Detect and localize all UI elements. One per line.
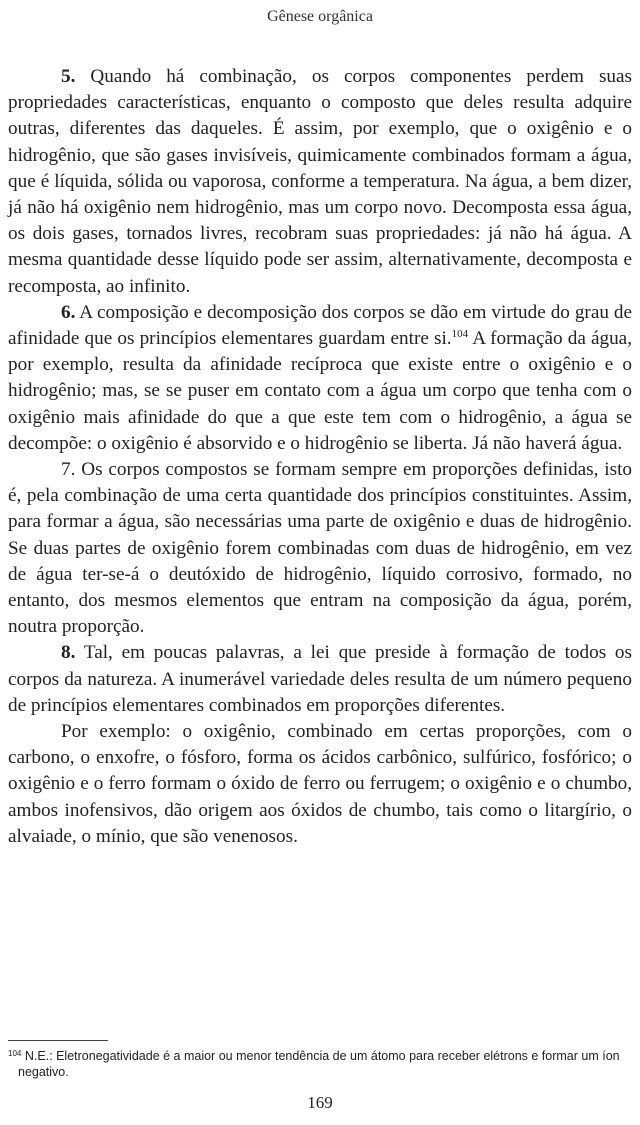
paragraph-text: Quando há combinação, os corpos componentes perdem suas propriedades características, enquanto o composto que deles resulta adquire outras, diferentes das daqueles. É assim, por exemplo, que o oxigênio e o hidrogênio, que são gases invisíveis, quimicamente combinados formam a água, que é líquida, sólida ou vaporosa, conforme a temperatura. Na água, a bem dizer, já não há oxigênio nem hidrogênio, mas um corpo novo. Decomposta essa água, os dois gases, tornados livres, recobram suas propriedades: já não há água. A mesma quantidade desse líquido pode ser assim, alternativamente, decomposta e recomposta, ao infinito. xyxy=(8,66,632,297)
footnote-divider xyxy=(8,1040,108,1041)
page-number: 169 xyxy=(307,1093,333,1112)
paragraph-number: 5. xyxy=(61,66,76,87)
footnote xyxy=(8,1048,632,1080)
paragraph-6 xyxy=(8,300,632,457)
running-head: Gênese orgânica xyxy=(267,8,373,25)
paragraph-text: Os corpos compostos se formam sempre em proporções definidas, isto é, pela combinação de uma certa quantidade dos princípios constituintes. Assim, para formar a água, são necessárias uma parte de oxigênio e duas de hidrogênio. Se duas partes de oxigênio forem combinadas com duas de hidrogênio, em vez de água ter-se-á o deutóxido de hidrogênio, líquido corrosivo, formado, no entanto, dos mesmos elementos que entram na composição da água, porém, noutra proporção. xyxy=(8,459,633,638)
body-text xyxy=(8,64,632,850)
footnote-marker: 104 xyxy=(8,1049,22,1058)
footnote-reference[interactable]: 104 xyxy=(451,328,469,341)
paragraph-number: 6. xyxy=(61,301,76,323)
paragraph-number: 7. xyxy=(61,459,76,481)
paragraph-text: Por exemplo: o oxigênio, combinado em certas proporções, com o carbono, o enxofre, o fósforo, forma os ácidos carbônico, sulfúrico, fosfórico; o oxigênio e o ferro formam o óxido de ferro ou ferrugem; o oxigênio e o chumbo, ambos inofensivos, dão origem aos óxidos de chumbo, tais como o litargírio, o alvaiade, o mínio, que são venenosos. xyxy=(8,721,632,847)
paragraph-example xyxy=(8,719,632,850)
paragraph-text: Tal, em poucas palavras, a lei que preside à formação de todos os corpos da natureza. A inumerável variedade deles resulta de um número pequeno de princípios elementares combinados em proporções diferentes. xyxy=(8,642,632,716)
paragraph-text: A composição e decomposição dos corpos se dão em virtude do grau de afinidade que os princípios elementares guardam entre si. xyxy=(8,301,632,350)
paragraph-number: 8. xyxy=(61,642,76,664)
footnote-text: N.E.: Eletronegatividade é a maior ou menor tendência de um átomo para receber elétrons e formar um íon negativo. xyxy=(18,1049,620,1079)
paragraph-5 xyxy=(8,64,632,300)
paragraph-7 xyxy=(8,457,632,640)
paragraph-text-continued: A formação da água, por exemplo, resulta da afinidade recíproca que existe entre o oxigênio e o hidrogênio; mas, se se puser em contato com a água um corpo que tenha com o oxigênio mais afinidade do que a que este tem com o hidrogênio, a água se decompõe: o oxigênio é absorvido e o hidrogênio se liberta. Já não haverá água. xyxy=(8,328,632,454)
paragraph-8 xyxy=(8,640,632,719)
